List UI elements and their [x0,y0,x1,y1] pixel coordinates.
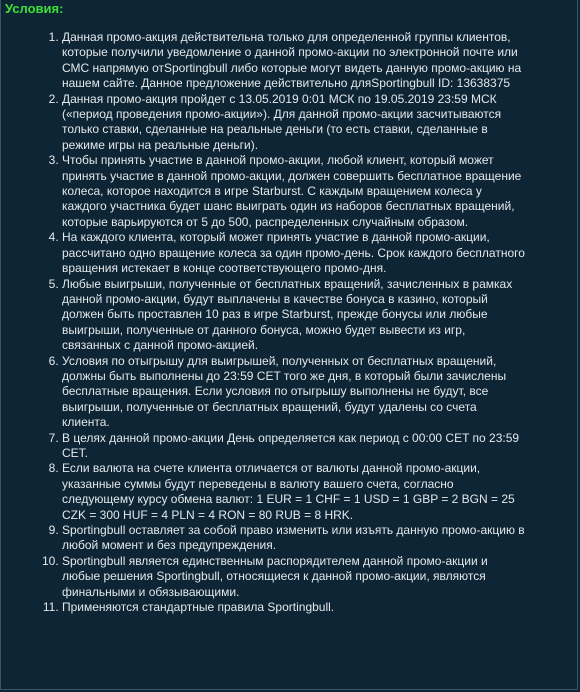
term-item-8: 8. Если валюта на счете клиента отличается от валюты данной промо-акции, указанные суммы будут переведены в валюту вашего счета, согласно следующему курсу обмена валют: 1 EUR = 1 CHF = 1 USD = 1 GBP = 2 BGN = 25 CZK = 300 HUF = 4 PLN = 4 RON = 80 RUB = 8 HRK. [62,461,526,523]
term-item-7: 7. В целях данной промо-акции День определяется как период с 00:00 CET по 23:59 CET. [62,431,526,462]
term-item-9: 9. Sportingbull оставляет за собой право изменить или изъять данную промо-акцию в любой момент и без предупреждения. [62,523,526,554]
term-item-4: 4. На каждого клиента, который может принять участие в данной промо-акции, рассчитано одно вращение колеса за один промо-день. Срок каждого бесплатного вращения истекает в конце соответствующего промо-дня. [62,230,526,276]
conditions-heading: Условия: [5,1,64,16]
term-item-6: 6. Условия по отыгрышу для выигрышей, полученных от бесплатных вращений, должны быть выполнены до 23:59 CET того же дня, в который были зачислены бесплатные вращения. Если условия по отыгрышу выполнены не будут, все выигрыши, полученные от бесплатных вращений, будут удалены со счета клиента. [62,354,526,431]
term-item-2: 2. Данная промо-акция пройдет с 13.05.2019 0:01 МСК по 19.05.2019 23:59 МСК («период проведения промо-акции»). Для данной промо-акции засчитываются только ставки, сделанные на реальные деньги (то есть ставки, сделанные в режиме игры на реальные деньги). [62,92,526,154]
term-item-1: 1. Данная промо-акция действительна только для определенной группы клиентов, которые получили уведомление о данной промо-акции по электронной почте или СМС напрямую отSportingbull либо которые могут видеть данную промо-акцию на нашем сайте. Данное предложение действительно дляSportingbull ID: 13638375 [62,30,526,92]
term-item-10: 10. Sportingbull является единственным распорядителем данной промо-акции и любые решения Sportingbull, относящиеся к данной промо-акции, являются финальными и обязывающими. [62,554,526,600]
terms-list [1,30,526,615]
term-item-11: 11. Применяются стандартные правила Sportingbull. [62,600,526,615]
term-item-3: 3. Чтобы принять участие в данной промо-акции, любой клиент, который может принять участие в данной промо-акции, должен совершить бесплатное вращение колеса, которое находится в игре Starburst. С каждым вращением колеса у каждого участника будет шанс выиграть один из наборов бесплатных вращений, которые варьируются от 5 до 500, распределенных случайным образом. [62,153,526,230]
term-item-5: 5. Любые выигрыши, полученные от бесплатных вращений, зачисленных в рамках данной промо-акции, будут выплачены в качестве бонуса в казино, который должен быть проставлен 10 раз в игре Starburst, прежде бонусы или любые выигрыши, полученные от данного бонуса, можно будет вывести из игр, связанных с данной промо-акцией. [62,277,526,354]
